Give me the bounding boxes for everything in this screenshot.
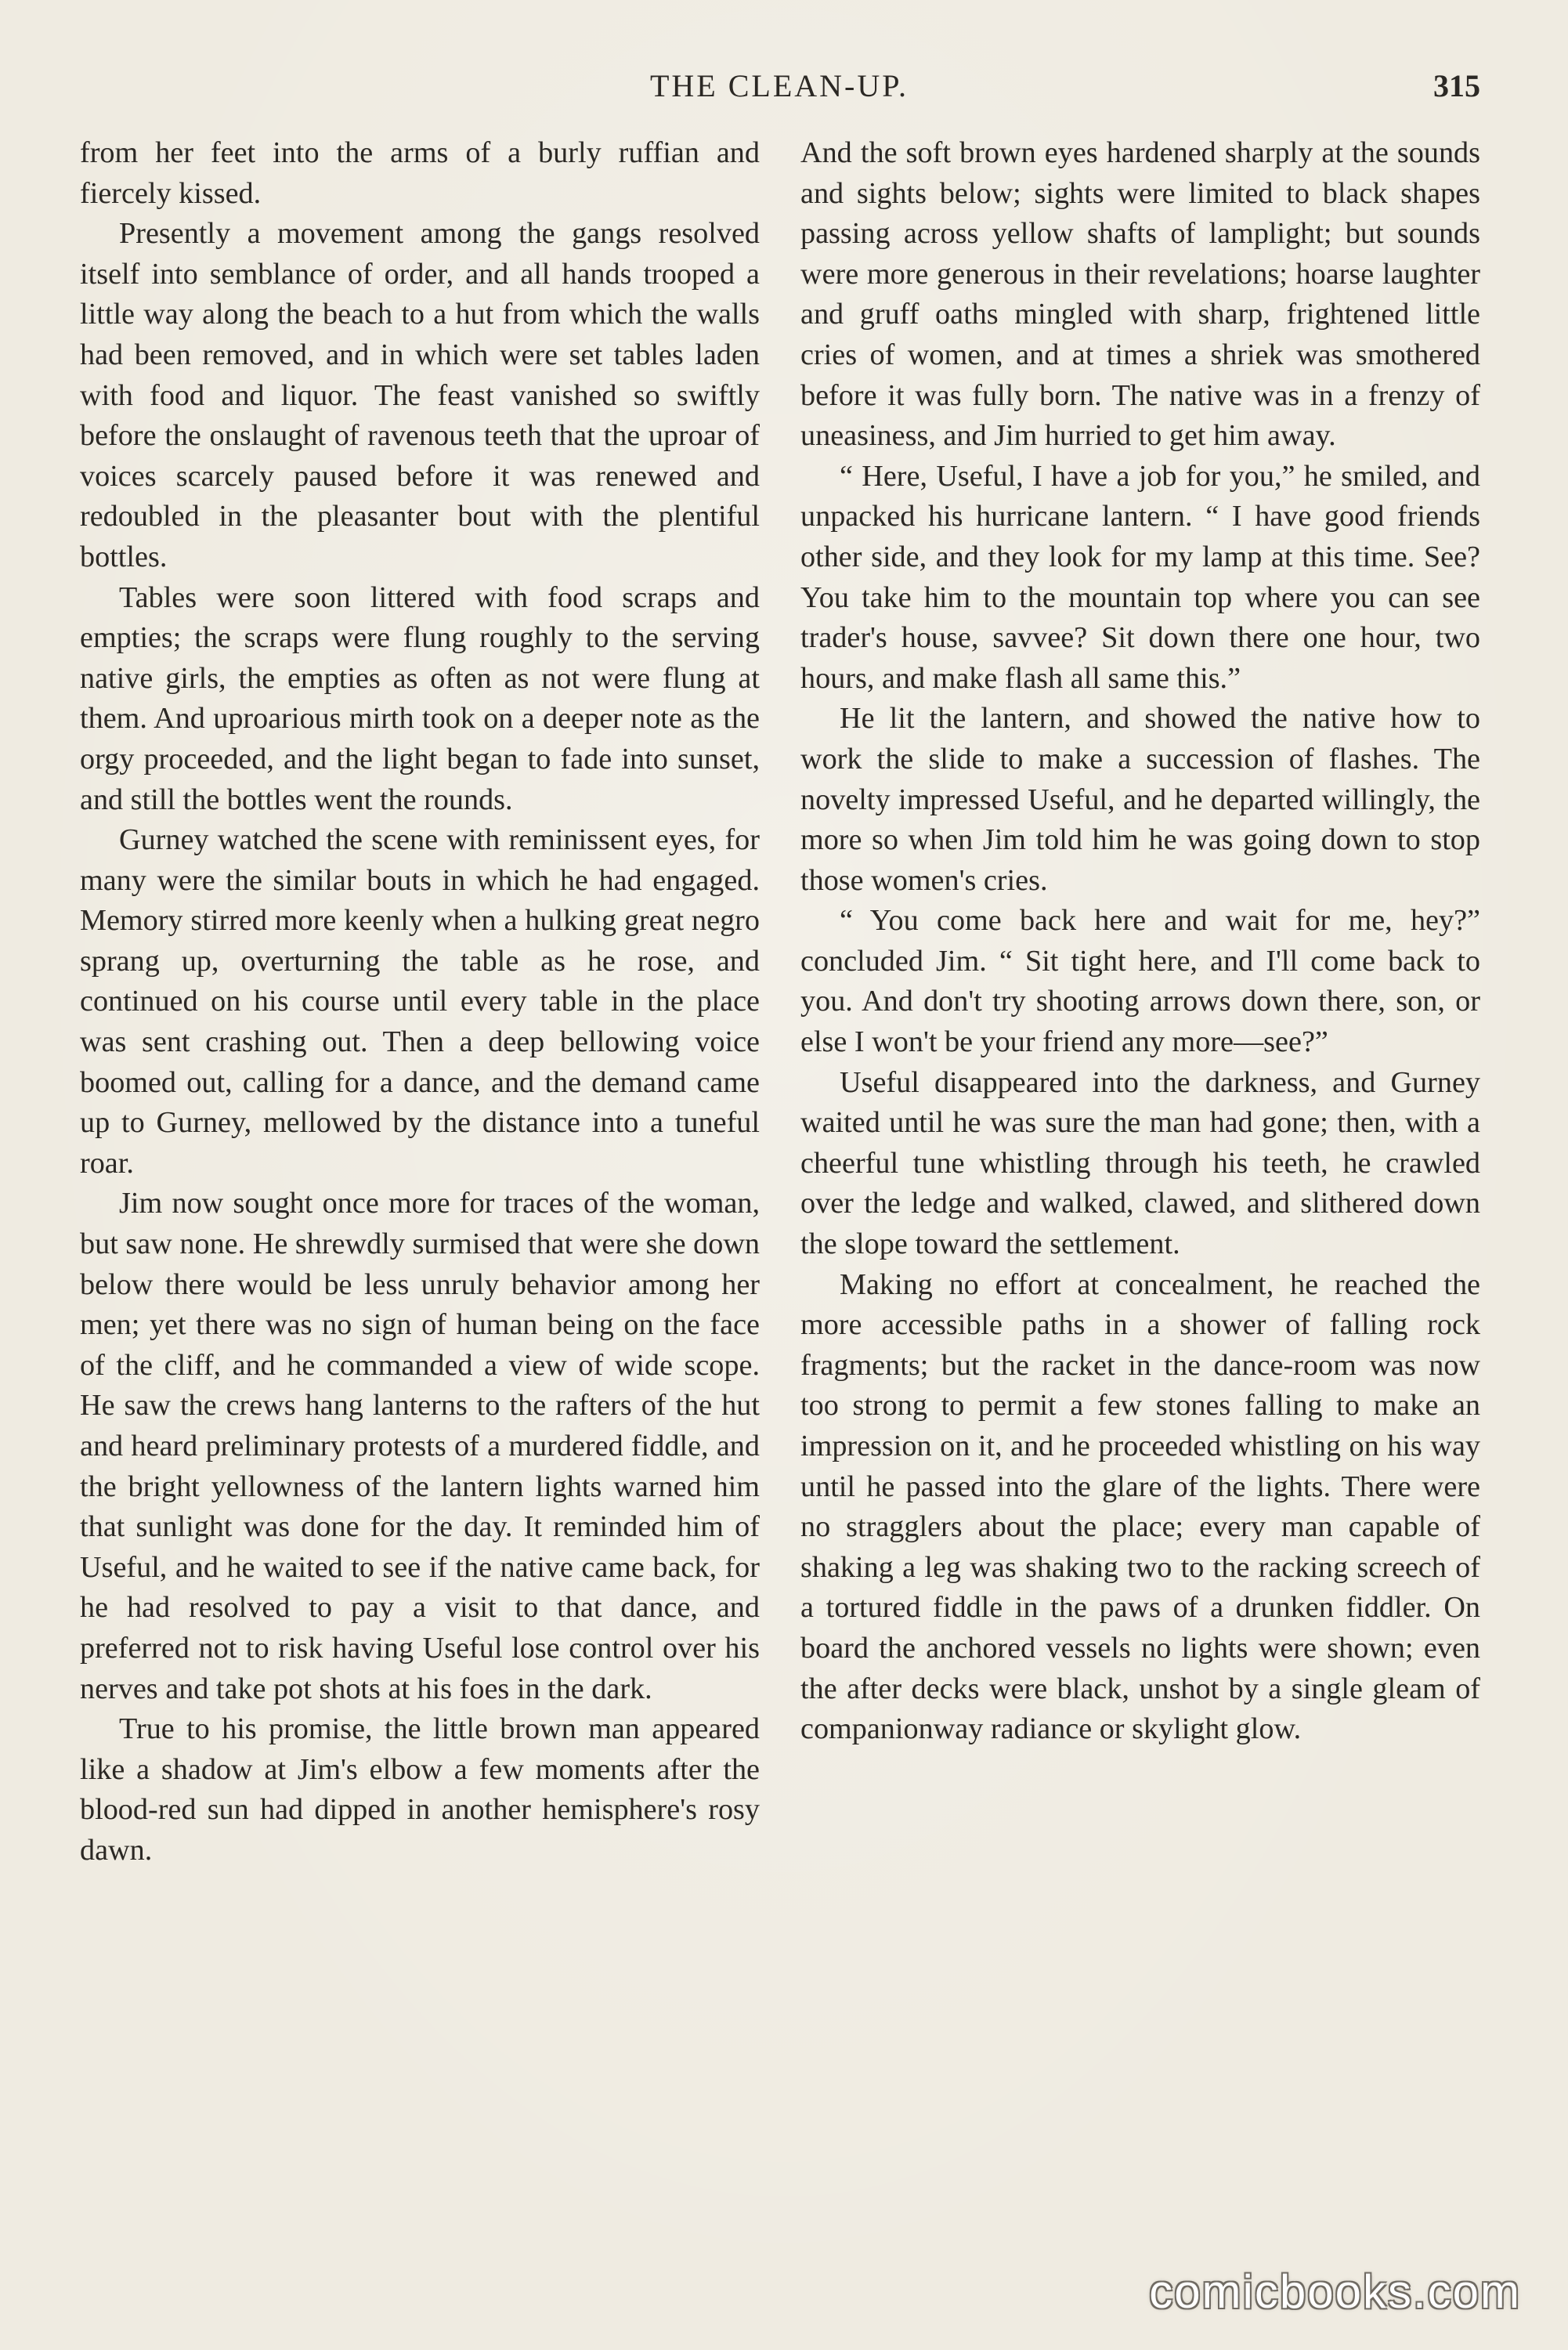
paragraph: Jim now sought once more for traces of the woman, but saw none. He shrewdly surmised that were she down below there would be less unruly behavior among her men; yet there was no sign of human being on the face of the cliff, and he commanded a view of wide scope. He saw the crews hang lanterns to the rafters of the hut and heard preliminary protests of a murdered fiddle, and the bright yellowness of the lantern lights warned him that sunlight was done for the day. It reminded him of Useful, and he waited to see if the native came back, for he had resolved to pay a visit to that dance, and preferred not to risk having Useful lose control over his nerves and take pot shots at his foes in the dark. (80, 1187, 760, 1705)
paragraph: Presently a movement among the gangs resolved itself into semblance of order, and all hands trooped a little way along the beach to a hut from which the walls had been removed, and in which were set tables laden with food and liquor. The feast vanished so swiftly before the onslaught of ravenous teeth that the uproar of voices scarcely paused before it was renewed and redoubled in the pleasanter bout with the plentiful bottles. (80, 217, 760, 573)
text-columns (80, 133, 1480, 2280)
left-column (80, 133, 760, 2280)
paragraph: “ You come back here and wait for me, hey?” concluded Jim. “ Sit tight here, and I'll come back to you. And don't try shooting arrows down there, son, or else I won't be your friend any more—see?” (800, 904, 1480, 1059)
paragraph: He lit the lantern, and showed the native how to work the slide to make a succession of flashes. The novelty impressed Useful, and he departed willingly, the more so when Jim told him he was going down to stop those women's cries. (800, 702, 1480, 897)
paragraph: Making no effort at concealment, he reached the more accessible paths in a shower of falling rock fragments; but the racket in the dance-room was now too strong to permit a few stones falling to make an impression on it, and he proceeded whistling on his way until he passed into the glare of the lights. There were no stragglers about the place; every man capable of shaking a leg was shaking two to the racking screech of a tortured fiddle in the paws of a drunken fiddler. On board the anchored vessels no lights were shown; even the after decks were black, unshot by a single gleam of companionway radiance or skylight glow. (800, 1267, 1480, 1746)
paragraph: “ Here, Useful, I have a job for you,” he smiled, and unpacked his hurricane lantern. “ I have good friends other side, and they look for my lamp at this time. See? You take him to the mountain top where you can see trader's house, savvee? Sit down there one hour, two hours, and make flash all same this.” (800, 459, 1480, 695)
page-number: 315 (1433, 68, 1480, 103)
paragraph: from her feet into the arms of a burly ruffian and fiercely kissed. (80, 136, 760, 210)
site-watermark: comicbooks.com (1149, 2265, 1521, 2318)
running-head (78, 63, 1480, 110)
running-title: THE CLEAN-UP. (649, 68, 909, 103)
paragraph: Tables were soon littered with food scraps and empties; the scraps were flung roughly to the serving native girls, the empties as often as not were flung at them. And uproarious mirth took on a deeper note as the orgy proceeded, and the light began to fade into sunset, and still the bottles went the rounds. (80, 580, 760, 816)
paragraph: Gurney watched the scene with reminissent eyes, for many were the similar bouts in which he had engaged. Memory stirred more keenly when a hulking great negro sprang up, overturning the table as he rose, and continued on his course until every table in the place was sent crashing out. Then a deep bellowing voice boomed out, calling for a dance, and the demand came up to Gurney, mellowed by the distance into a tuneful roar. (80, 823, 760, 1180)
right-column (800, 133, 1480, 2280)
paragraph: And the soft brown eyes hardened sharply at the sounds and sights below; sights were limited to black shapes passing across yellow shafts of lamplight; but sounds were more generous in their revelations; hoarse laughter and gruff oaths mingled with sharp, frightened little cries of women, and at times a shriek was smothered before it was fully born. The native was in a frenzy of uneasiness, and Jim hurried to get him away. (800, 136, 1480, 453)
paragraph: Useful disappeared into the darkness, and Gurney waited until he was sure the man had gone; then, with a cheerful tune whistling through his teeth, he crawled over the ledge and walked, clawed, and slithered down the slope toward the settlement. (800, 1065, 1480, 1261)
paragraph: True to his promise, the little brown man appeared like a shadow at Jim's elbow a few moments after the blood-red sun had dipped in another hemisphere's rosy dawn. (80, 1712, 760, 1867)
